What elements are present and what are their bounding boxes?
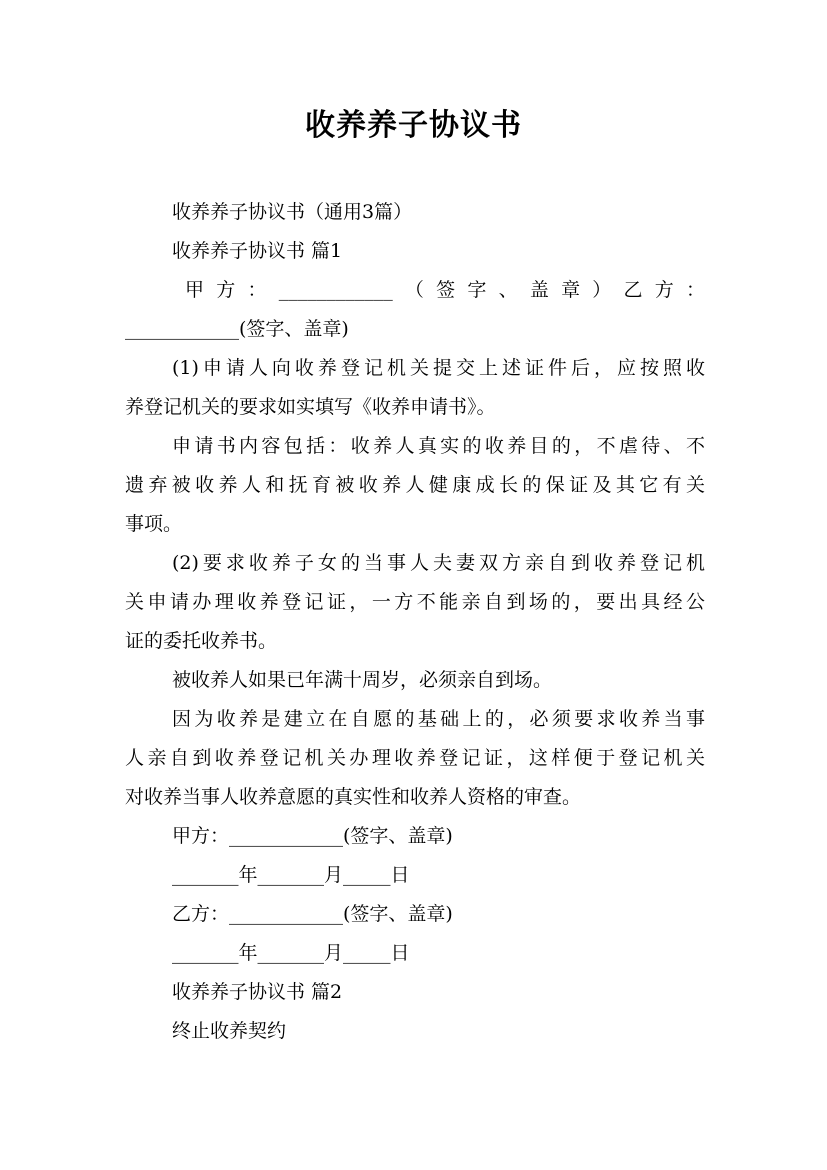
party-line-2: ____________(签字、盖章) xyxy=(125,318,349,340)
signature-party-a: 甲方：____________(签字、盖章) xyxy=(172,825,453,847)
paragraph-line: 关申请办理收养登记证，一方不能亲自到场的，要出具经公 xyxy=(125,591,705,613)
paragraph-line: (2)要求收养子女的当事人夫妻双方亲自到收养登记机 xyxy=(172,552,705,574)
section-heading-1: 收养养子协议书 篇1 xyxy=(172,240,343,262)
paragraph-line: 事项。 xyxy=(125,513,183,535)
paragraph-line: 对收养当事人收养意愿的真实性和收养人资格的审查。 xyxy=(125,786,582,808)
subtitle-line: 收养养子协议书（通用3篇） xyxy=(172,201,413,223)
paragraph-line: (1)申请人向收养登记机关提交上述证件后，应按照收 xyxy=(172,357,705,379)
paragraph-line: 遗弃被收养人和抚育被收养人健康成长的保证及其它有关 xyxy=(125,474,705,496)
paragraph-line: 被收养人如果已年满十周岁，必须亲自到场。 xyxy=(172,669,553,691)
paragraph-line: 申请书内容包括：收养人真实的收养目的，不虐待、不 xyxy=(172,435,705,457)
paragraph-line: 人亲自到收养登记机关办理收养登记证，这样便于登记机关 xyxy=(125,747,705,769)
section-heading-2: 收养养子协议书 篇2 xyxy=(172,981,343,1003)
paragraph-line: 养登记机关的要求如实填写《收养申请书》。 xyxy=(125,396,496,418)
signature-date-b: _______年_______月_____日 xyxy=(172,942,410,964)
paragraph-line: 因为收养是建立在自愿的基础上的，必须要求收养当事 xyxy=(172,708,705,730)
signature-date-a: _______年_______月_____日 xyxy=(172,864,410,886)
document-title: 收养养子协议书 xyxy=(305,108,522,143)
party-line-1: 甲方：____________（签字、盖章）乙方： xyxy=(185,279,705,301)
section-subheading: 终止收养契约 xyxy=(172,1020,287,1042)
paragraph-line: 证的委托收养书。 xyxy=(125,630,278,652)
signature-party-b: 乙方：____________(签字、盖章) xyxy=(172,903,453,925)
